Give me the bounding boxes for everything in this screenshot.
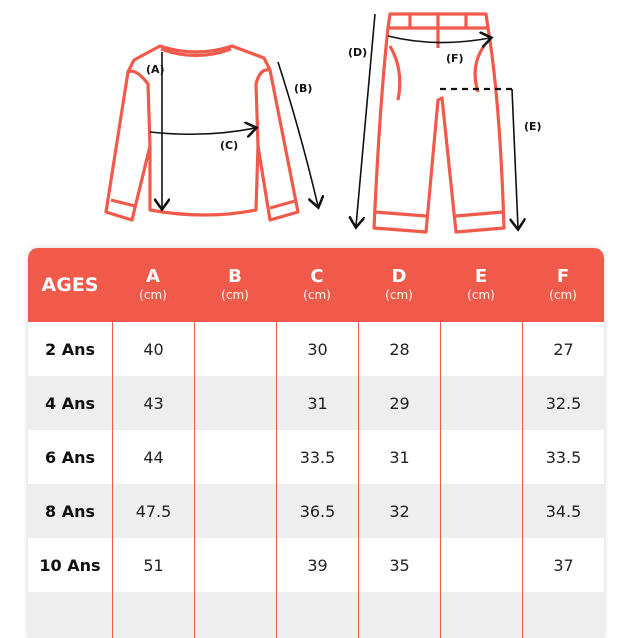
table-cell [194, 538, 276, 592]
header-a [112, 248, 194, 322]
table-cell [112, 592, 194, 638]
header-unit: (cm) [303, 288, 331, 302]
garment-diagrams [0, 0, 630, 240]
label-c: (C) [220, 139, 239, 152]
label-b: (B) [294, 82, 313, 95]
table-cell: 43 [112, 376, 194, 430]
table-cell: 33.5 [276, 430, 358, 484]
sweater-icon [106, 46, 298, 220]
age-cell [28, 592, 112, 638]
header-label: AGES [41, 274, 99, 296]
header-label: A [146, 266, 160, 287]
header-ages [28, 248, 112, 322]
table-row [28, 484, 604, 538]
age-cell: 10 Ans [39, 555, 101, 575]
table-cell [194, 376, 276, 430]
table-cell [194, 430, 276, 484]
header-label: B [228, 266, 242, 287]
label-e: (E) [524, 120, 542, 133]
pants-icon [374, 14, 504, 232]
age-cell: 4 Ans [45, 393, 95, 413]
table-cell [276, 592, 358, 638]
table-body [28, 322, 604, 638]
table-row [28, 592, 604, 638]
measurement-e-line [512, 89, 518, 228]
header-unit: (cm) [139, 288, 167, 302]
age-cell: 8 Ans [45, 501, 95, 521]
header-c [276, 248, 358, 322]
table-cell [358, 592, 440, 638]
label-a: (A) [146, 63, 165, 76]
measurement-c-line [150, 128, 255, 134]
table-cell: 37 [522, 538, 604, 592]
age-cell: 2 Ans [45, 339, 95, 359]
table-cell: 40 [112, 322, 194, 376]
table-cell: 28 [358, 322, 440, 376]
table-cell: 32 [358, 484, 440, 538]
table-cell [194, 592, 276, 638]
table-cell: 34.5 [522, 484, 604, 538]
header-label: C [310, 266, 324, 287]
table-cell [440, 322, 522, 376]
age-cell: 6 Ans [45, 447, 95, 467]
table-cell: 35 [358, 538, 440, 592]
header-unit: (cm) [221, 288, 249, 302]
table-cell: 39 [276, 538, 358, 592]
table-cell [522, 592, 604, 638]
table-cell [440, 430, 522, 484]
table-cell [440, 592, 522, 638]
header-label: D [391, 266, 407, 287]
table-header [28, 248, 604, 322]
size-guide-illustrations [0, 0, 630, 240]
header-e [440, 248, 522, 322]
table-cell: 36.5 [276, 484, 358, 538]
header-f [522, 248, 604, 322]
header-label: E [474, 266, 488, 287]
table-cell: 44 [112, 430, 194, 484]
table-cell: 47.5 [112, 484, 194, 538]
table-cell: 33.5 [522, 430, 604, 484]
header-unit: (cm) [549, 288, 577, 302]
header-b [194, 248, 276, 322]
header-unit: (cm) [467, 288, 495, 302]
table-cell [440, 484, 522, 538]
table-cell: 27 [522, 322, 604, 376]
table-cell [440, 376, 522, 430]
table-cell [194, 484, 276, 538]
table-cell [194, 322, 276, 376]
table-cell [440, 538, 522, 592]
table-cell: 30 [276, 322, 358, 376]
table-row [28, 538, 604, 592]
table-cell: 51 [112, 538, 194, 592]
label-f: (F) [446, 52, 464, 65]
table-row [28, 322, 604, 376]
table-row [28, 376, 604, 430]
table-cell: 31 [358, 430, 440, 484]
table-row [28, 430, 604, 484]
table-cell: 29 [358, 376, 440, 430]
header-label: F [556, 266, 570, 287]
size-chart-table [28, 248, 604, 638]
header-d [358, 248, 440, 322]
table-cell: 31 [276, 376, 358, 430]
header-unit: (cm) [385, 288, 413, 302]
label-d: (D) [348, 46, 368, 59]
table-cell: 32.5 [522, 376, 604, 430]
